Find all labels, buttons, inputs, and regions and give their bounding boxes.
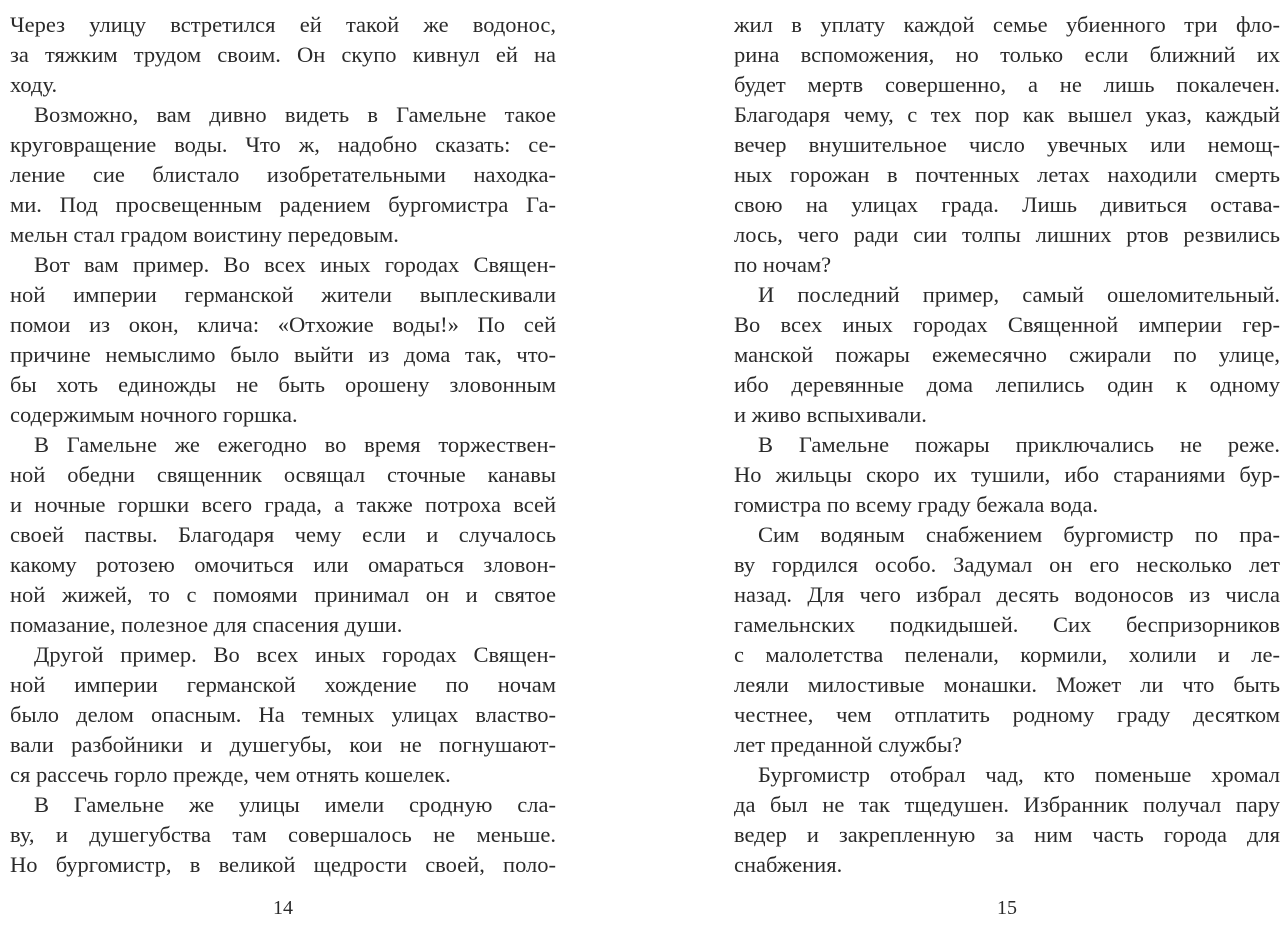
- text-line: мельн стал градом воистину передовым.: [10, 222, 399, 247]
- text-line: ся рассечь горло прежде, чем отнять кошелек.: [10, 762, 451, 787]
- text-line: ной империи германской хождение по ночам: [10, 672, 556, 697]
- text-line: Но жильцы скоро их тушили, ибо стараниями бур-: [734, 462, 1280, 487]
- text-line: Вот вам пример. Во всех иных городах Священ-: [34, 252, 556, 277]
- text-line: И последний пример, самый ошеломительный.: [758, 282, 1280, 307]
- page-number: 15: [997, 897, 1017, 919]
- text-line: В Гамельне пожары приключались не реже.: [758, 432, 1280, 457]
- text-line: ной обедни священник освящал сточные канавы: [10, 462, 556, 487]
- text-line: Но бургомистр, в великой щедрости своей, поло-: [10, 852, 556, 877]
- text-line: и живо вспыхивали.: [734, 402, 927, 427]
- text-line: лось, чего ради сии толпы лишних ртов резвились: [734, 222, 1280, 247]
- text-line: и ночные горшки всего града, а также потроха всей: [10, 492, 556, 517]
- text-line: ной империи германской жители выплескивали: [10, 282, 556, 307]
- text-line: да был не так тщедушен. Избранник получал пару: [734, 792, 1280, 817]
- text-line: было делом опасным. На темных улицах властво-: [10, 702, 556, 727]
- text-line: рина вспоможения, но только если ближний их: [734, 42, 1280, 67]
- text-line: какому ротозею омочиться или омараться зловон-: [10, 552, 556, 577]
- text-line: ных горожан в почтенных летах находили смерть: [734, 162, 1280, 187]
- text-line: за тяжким трудом своим. Он скупо кивнул ей на: [10, 42, 556, 67]
- text-line: ной жижей, то с помоями принимал он и святое: [10, 582, 556, 607]
- text-line: гомистра по всему граду бежала вода.: [734, 492, 1099, 517]
- text-line: Возможно, вам дивно видеть в Гамельне такое: [34, 102, 556, 127]
- text-line: Сим водяным снабжением бургомистр по пра-: [758, 522, 1280, 547]
- text-line: ибо деревянные дома лепились один к одному: [734, 372, 1280, 397]
- text-line: будет мертв совершенно, а не лишь покалечен.: [734, 72, 1280, 97]
- page-number: 14: [273, 897, 293, 919]
- text-line: вали разбойники и душегубы, кои не погнушают-: [10, 732, 556, 757]
- text-line: по ночам?: [734, 252, 832, 277]
- text-line: вечер внушительное число увечных или немощ-: [734, 132, 1280, 157]
- text-line: с малолетства пеленали, кормили, холили и ле-: [734, 642, 1280, 667]
- text-line: ведер и закрепленную за ним часть города для: [734, 822, 1280, 847]
- text-line: своей паствы. Благодаря чему если и случалось: [10, 522, 556, 547]
- text-line: В Гамельне же ежегодно во время торжествен-: [34, 432, 556, 457]
- text-line: ву гордился особо. Задумал он его несколько лет: [734, 552, 1280, 577]
- text-line: манской пожары ежемесячно сжирали по улице,: [734, 342, 1280, 367]
- text-line: ходу.: [10, 72, 58, 97]
- text-line: Другой пример. Во всех иных городах Священ-: [34, 642, 556, 667]
- text-line: снабжения.: [734, 852, 843, 877]
- text-line: бы хоть единожды не быть орошену зловонным: [10, 372, 556, 397]
- text-line: гамельнских подкидышей. Сих беспризорников: [734, 612, 1280, 637]
- text-line: назад. Для чего избрал десять водоносов из числа: [734, 582, 1280, 607]
- text-line: ми. Под просвещенным радением бургомистра Га-: [10, 192, 556, 217]
- text-line: В Гамельне же улицы имели сродную сла-: [34, 792, 556, 817]
- text-line: Через улицу встретился ей такой же водонос,: [10, 12, 556, 37]
- text-line: леяли милостивые монашки. Может ли что быть: [734, 672, 1280, 697]
- text-line: содержимым ночного горшка.: [10, 402, 298, 427]
- text-line: Во всех иных городах Священной империи гер-: [734, 312, 1280, 337]
- text-line: причине немыслимо было выйти из дома так, что-: [10, 342, 556, 367]
- text-line: помои из окон, клича: «Отхожие воды!» По сей: [10, 312, 556, 337]
- text-line: круговращение воды. Что ж, надобно сказать: се-: [10, 132, 556, 157]
- text-line: жил в уплату каждой семье убиенного три фло-: [734, 12, 1280, 37]
- text-line: помазание, полезное для спасения души.: [10, 612, 403, 637]
- text-line: Бургомистр отобрал чад, кто поменьше хромал: [758, 762, 1280, 787]
- text-line: честнее, чем отплатить родному граду десятком: [734, 702, 1280, 727]
- text-line: ву, и душегубства там совершалось не меньше.: [10, 822, 556, 847]
- right-page: [643, 0, 1286, 926]
- text-line: ление сие блистало изобретательными находка-: [10, 162, 556, 187]
- text-line: Благодаря чему, с тех пор как вышел указ, каждый: [734, 102, 1280, 127]
- text-line: лет преданной службы?: [734, 732, 963, 757]
- text-line: свою на улицах града. Лишь дивиться остава-: [734, 192, 1280, 217]
